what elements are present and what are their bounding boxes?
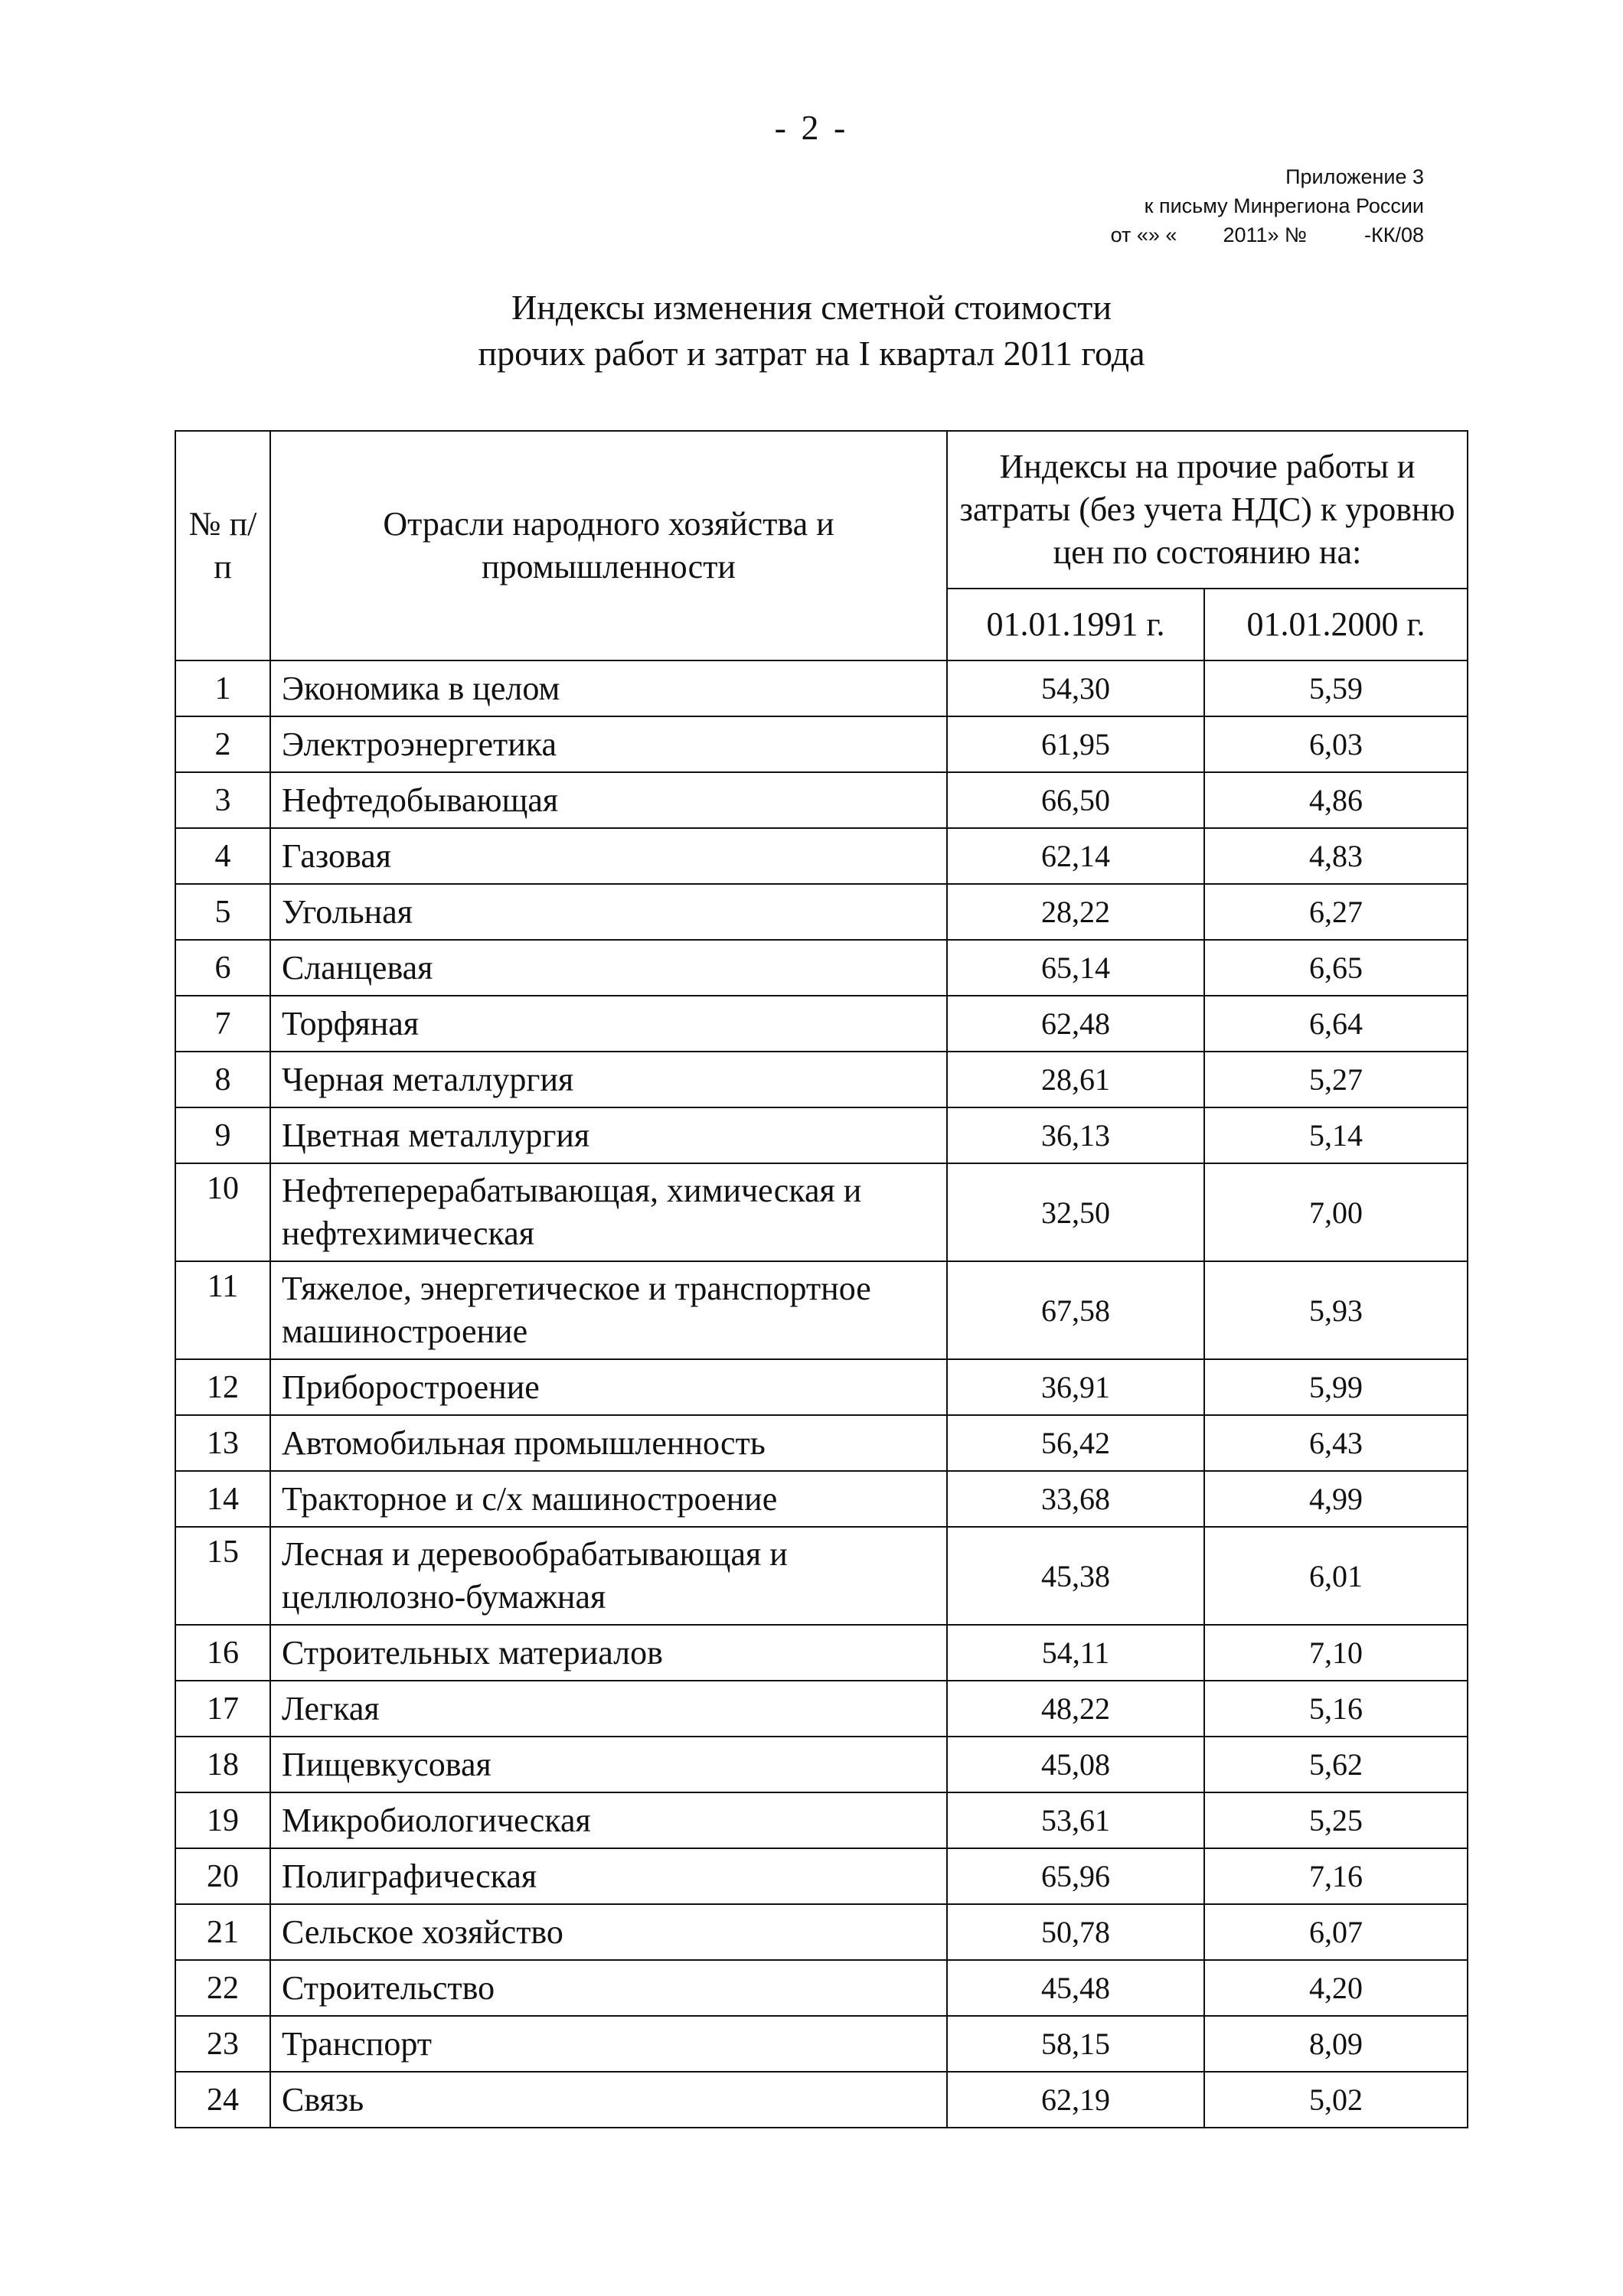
index-1991-cell: 54,30 — [947, 660, 1204, 716]
index-2000-cell: 8,09 — [1204, 2016, 1468, 2072]
row-number-cell: 18 — [175, 1737, 270, 1792]
index-1991-cell: 58,15 — [947, 2016, 1204, 2072]
index-1991-cell: 33,68 — [947, 1471, 1204, 1527]
row-number-cell: 7 — [175, 996, 270, 1052]
index-1991-cell: 56,42 — [947, 1415, 1204, 1471]
row-number-cell: 4 — [175, 828, 270, 884]
table-row — [175, 2072, 1468, 2128]
index-1991-cell: 67,58 — [947, 1261, 1204, 1359]
index-1991-cell: 32,50 — [947, 1163, 1204, 1261]
table-row — [175, 1052, 1468, 1107]
index-1991-cell: 45,48 — [947, 1960, 1204, 2016]
index-1991-cell: 45,38 — [947, 1527, 1204, 1625]
row-number-cell: 8 — [175, 1052, 270, 1107]
index-2000-cell: 5,14 — [1204, 1107, 1468, 1163]
table-row — [175, 660, 1468, 716]
table-row — [175, 1261, 1468, 1359]
table-row — [175, 1792, 1468, 1848]
index-1991-cell: 61,95 — [947, 716, 1204, 772]
table-header-row — [175, 431, 1468, 589]
industry-name-cell: Электроэнергетика — [270, 716, 947, 772]
index-2000-cell: 4,83 — [1204, 828, 1468, 884]
index-1991-cell: 66,50 — [947, 772, 1204, 828]
table-row — [175, 1107, 1468, 1163]
index-1991-cell: 53,61 — [947, 1792, 1204, 1848]
column-header-number: № п/п — [175, 431, 270, 660]
industry-name-cell: Связь — [270, 2072, 947, 2128]
row-number-cell: 16 — [175, 1625, 270, 1681]
table-row — [175, 1415, 1468, 1471]
table-row — [175, 1904, 1468, 1960]
index-1991-cell: 50,78 — [947, 1904, 1204, 1960]
table-row — [175, 1737, 1468, 1792]
index-1991-cell: 54,11 — [947, 1625, 1204, 1681]
index-2000-cell: 5,59 — [1204, 660, 1468, 716]
index-2000-cell: 5,27 — [1204, 1052, 1468, 1107]
index-1991-cell: 65,14 — [947, 940, 1204, 996]
row-number-cell: 21 — [175, 1904, 270, 1960]
industry-name-cell: Экономика в целом — [270, 660, 947, 716]
index-2000-cell: 5,62 — [1204, 1737, 1468, 1792]
row-number-cell: 17 — [175, 1681, 270, 1737]
column-header-date-2000: 01.01.2000 г. — [1204, 589, 1468, 660]
index-2000-cell: 5,99 — [1204, 1359, 1468, 1415]
index-2000-cell: 5,02 — [1204, 2072, 1468, 2128]
table-row — [175, 884, 1468, 940]
row-number-cell: 20 — [175, 1848, 270, 1904]
row-number-cell: 9 — [175, 1107, 270, 1163]
index-2000-cell: 6,03 — [1204, 716, 1468, 772]
index-2000-cell: 7,16 — [1204, 1848, 1468, 1904]
industry-name-cell: Сельское хозяйство — [270, 1904, 947, 1960]
table-row — [175, 716, 1468, 772]
index-1991-cell: 62,48 — [947, 996, 1204, 1052]
row-number-cell: 5 — [175, 884, 270, 940]
industry-name-cell: Нефтеперерабатывающая, химическая и нефтехимическая — [270, 1163, 947, 1261]
industry-name-cell: Угольная — [270, 884, 947, 940]
index-2000-cell: 5,16 — [1204, 1681, 1468, 1737]
row-number-cell: 19 — [175, 1792, 270, 1848]
table-row — [175, 1681, 1468, 1737]
row-number-cell: 6 — [175, 940, 270, 996]
index-2000-cell: 7,00 — [1204, 1163, 1468, 1261]
table-row — [175, 828, 1468, 884]
document-title-line-1: Индексы изменения сметной стоимости — [511, 288, 1112, 327]
industry-name-cell: Сланцевая — [270, 940, 947, 996]
industry-name-cell: Автомобильная промышленность — [270, 1415, 947, 1471]
row-number-cell: 12 — [175, 1359, 270, 1415]
index-1991-cell: 62,14 — [947, 828, 1204, 884]
industry-name-cell: Микробиологическая — [270, 1792, 947, 1848]
industry-name-cell: Лесная и деревообрабатывающая и целлюлозно-бумажная — [270, 1527, 947, 1625]
index-2000-cell: 5,25 — [1204, 1792, 1468, 1848]
column-header-index-group: Индексы на прочие работы и затраты (без учета НДС) к уровню цен по состоянию на: — [947, 431, 1468, 589]
industry-name-cell: Полиграфическая — [270, 1848, 947, 1904]
row-number-cell: 24 — [175, 2072, 270, 2128]
row-number-cell: 2 — [175, 716, 270, 772]
industry-name-cell: Торфяная — [270, 996, 947, 1052]
appendix-letter-ref: к письму Минрегиона России — [1144, 194, 1424, 217]
table-row — [175, 1527, 1468, 1625]
table-row — [175, 1471, 1468, 1527]
index-2000-cell: 4,20 — [1204, 1960, 1468, 2016]
index-2000-cell: 6,27 — [1204, 884, 1468, 940]
index-1991-cell: 48,22 — [947, 1681, 1204, 1737]
column-header-industry: Отрасли народного хозяйства и промышленности — [270, 431, 947, 660]
industry-name-cell: Пищевкусовая — [270, 1737, 947, 1792]
industry-name-cell: Легкая — [270, 1681, 947, 1737]
table-row — [175, 772, 1468, 828]
industry-name-cell: Черная металлургия — [270, 1052, 947, 1107]
industry-name-cell: Строительных материалов — [270, 1625, 947, 1681]
index-2000-cell: 4,99 — [1204, 1471, 1468, 1527]
industry-name-cell: Транспорт — [270, 2016, 947, 2072]
table-row — [175, 1960, 1468, 2016]
column-header-date-1991: 01.01.1991 г. — [947, 589, 1204, 660]
row-number-cell: 1 — [175, 660, 270, 716]
indexes-table — [175, 430, 1468, 2128]
industry-name-cell: Приборостроение — [270, 1359, 947, 1415]
table-row — [175, 1359, 1468, 1415]
index-2000-cell: 7,10 — [1204, 1625, 1468, 1681]
industry-name-cell: Строительство — [270, 1960, 947, 2016]
table-row — [175, 1848, 1468, 1904]
row-number-cell: 10 — [175, 1163, 270, 1261]
index-2000-cell: 6,01 — [1204, 1527, 1468, 1625]
industry-name-cell: Цветная металлургия — [270, 1107, 947, 1163]
table-row — [175, 1163, 1468, 1261]
table-body — [175, 660, 1468, 2128]
appendix-note — [995, 162, 1424, 249]
row-number-cell: 13 — [175, 1415, 270, 1471]
page-number: - 2 - — [774, 108, 849, 147]
index-2000-cell: 6,64 — [1204, 996, 1468, 1052]
row-number-cell: 14 — [175, 1471, 270, 1527]
index-1991-cell: 28,61 — [947, 1052, 1204, 1107]
appendix-code: -КК/08 — [1364, 223, 1424, 246]
index-1991-cell: 65,96 — [947, 1848, 1204, 1904]
index-1991-cell: 28,22 — [947, 884, 1204, 940]
index-2000-cell: 6,65 — [1204, 940, 1468, 996]
index-2000-cell: 6,07 — [1204, 1904, 1468, 1960]
document-title — [0, 285, 1623, 377]
row-number-cell: 15 — [175, 1527, 270, 1625]
row-number-cell: 11 — [175, 1261, 270, 1359]
industry-name-cell: Тяжелое, энергетическое и транспортное машиностроение — [270, 1261, 947, 1359]
index-1991-cell: 36,13 — [947, 1107, 1204, 1163]
index-1991-cell: 62,19 — [947, 2072, 1204, 2128]
document-title-line-2: прочих работ и затрат на I квартал 2011 года — [478, 334, 1145, 373]
index-2000-cell: 4,86 — [1204, 772, 1468, 828]
table-row — [175, 1625, 1468, 1681]
table-row — [175, 2016, 1468, 2072]
index-1991-cell: 36,91 — [947, 1359, 1204, 1415]
index-1991-cell: 45,08 — [947, 1737, 1204, 1792]
appendix-title: Приложение 3 — [1285, 165, 1424, 188]
appendix-date-number — [995, 220, 1424, 249]
table-row — [175, 996, 1468, 1052]
table-row — [175, 940, 1468, 996]
industry-name-cell: Газовая — [270, 828, 947, 884]
industry-name-cell: Тракторное и с/х машиностроение — [270, 1471, 947, 1527]
appendix-date-from: от «» « — [1110, 223, 1177, 246]
index-2000-cell: 6,43 — [1204, 1415, 1468, 1471]
row-number-cell: 22 — [175, 1960, 270, 2016]
row-number-cell: 3 — [175, 772, 270, 828]
appendix-year-number: 2011» № — [1223, 223, 1307, 246]
industry-name-cell: Нефтедобывающая — [270, 772, 947, 828]
row-number-cell: 23 — [175, 2016, 270, 2072]
index-2000-cell: 5,93 — [1204, 1261, 1468, 1359]
